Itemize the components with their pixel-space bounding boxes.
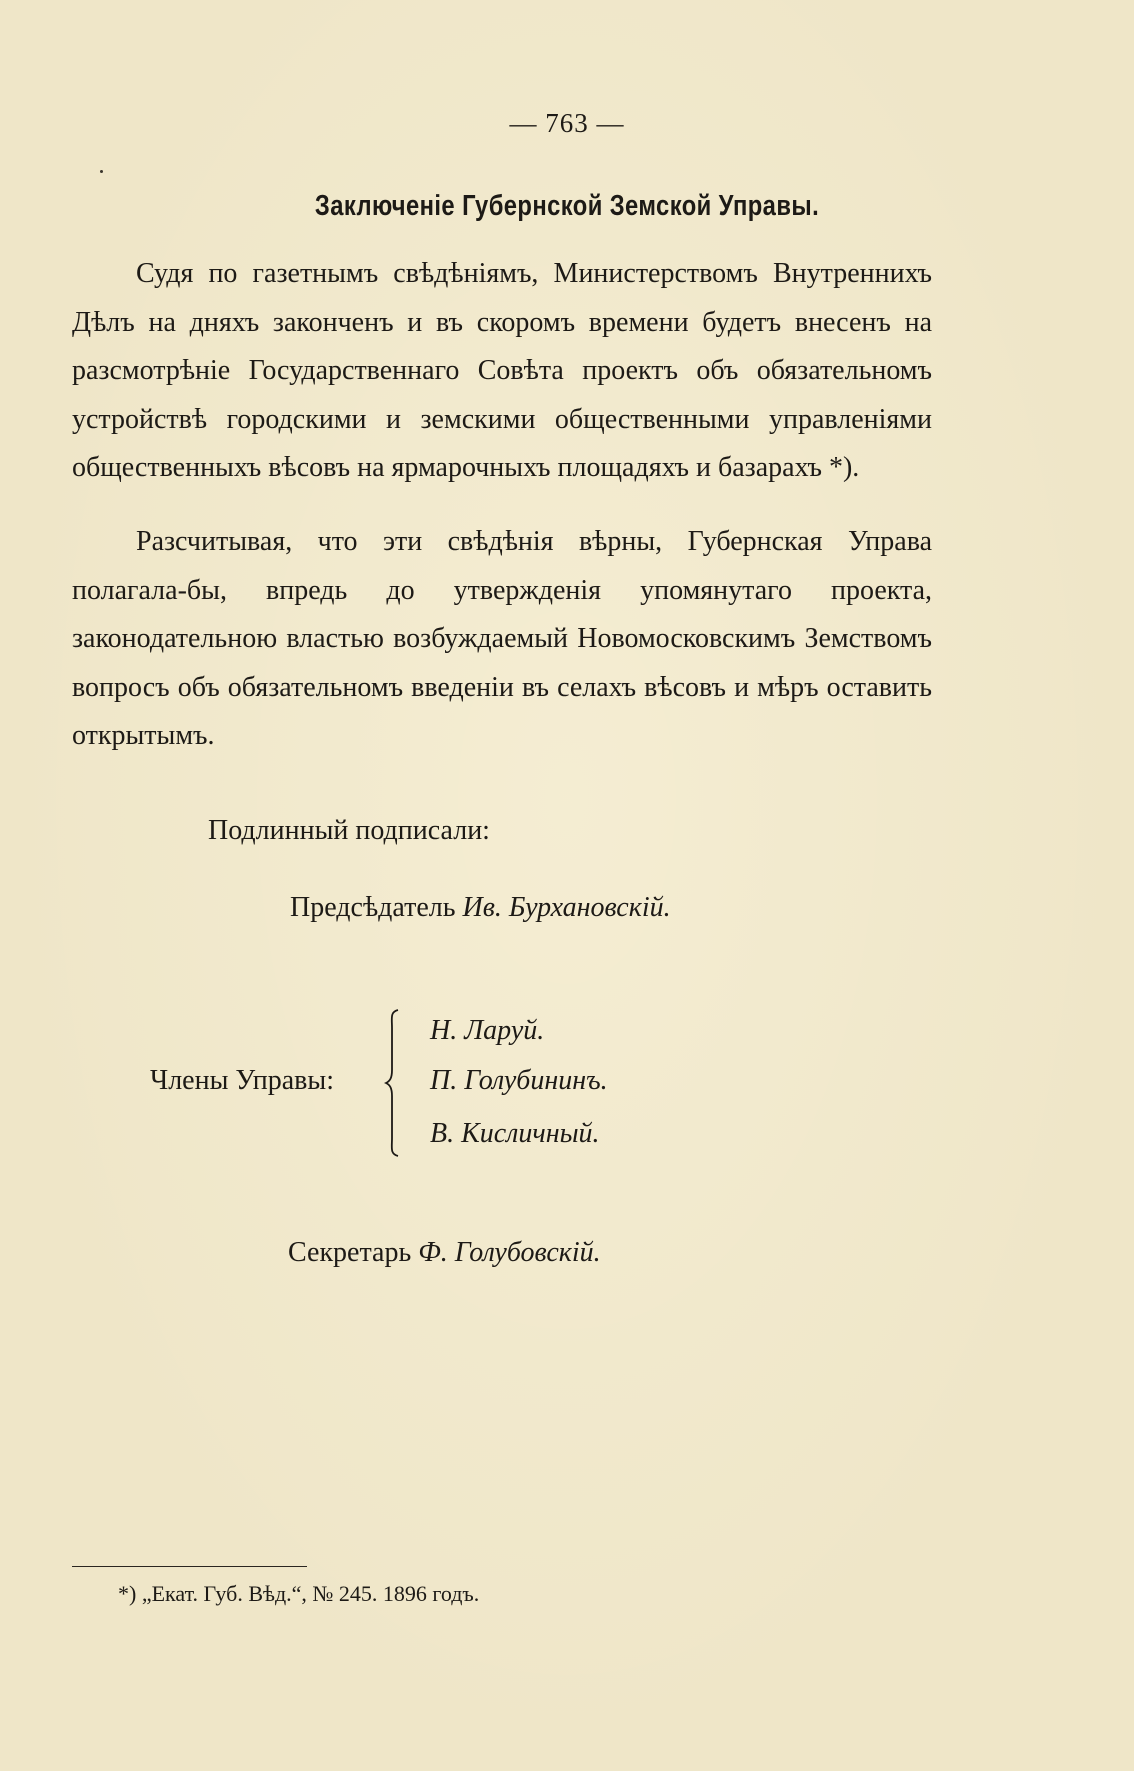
members-label: Члены Управы: [150,1065,334,1096]
member-name: П. Голубининъ. [430,1065,608,1096]
chairman-title: Предсѣдатель [290,892,456,923]
section-heading: Заключеніе Губернской Земской Управы. [314,190,820,222]
curly-brace-icon [384,1008,402,1158]
page-number: — 763 — [509,108,625,138]
paragraph-1: Судя по газетнымъ свѣдѣніямъ, Министерствомъ Внутреннихъ Дѣлъ на дняхъ законченъ и въ скоромъ времени будетъ внесенъ на разсмотрѣніе Государственнаго Совѣта проектъ объ обязательномъ устройствѣ городскими и земскими общественными управленіями общественныхъ вѣсовъ на ярмарочныхъ площадяхъ и базарахъ *). [72,258,932,483]
chairman-name: Ив. Бурхановскій. [462,892,671,923]
secretary-title: Секретарь [288,1237,412,1268]
ink-speck [100,170,103,173]
chairman-signature [290,892,671,924]
paragraph-2: Разсчитывая, что эти свѣдѣнія вѣрны, Губернская Управа полагала-бы, впредь до утвержденія упомянутаго проекта, законодательною властью возбуждаемый Новомосковскимъ Земствомъ вопросъ объ обязательномъ введеніи въ селахъ вѣсовъ и мѣръ оставить открытымъ. [72,526,932,751]
secretary-name: Ф. Голубовскій. [418,1237,601,1268]
secretary-signature [288,1237,601,1269]
member-name: В. Кисличный. [430,1118,600,1149]
signed-label: Подлинный подписали: [208,815,490,846]
footnote-divider [72,1566,307,1567]
member-name: Н. Ларуй. [430,1015,545,1046]
footnote: *) „Екат. Губ. Вѣд.“, № 245. 1896 годъ. [118,1581,480,1606]
